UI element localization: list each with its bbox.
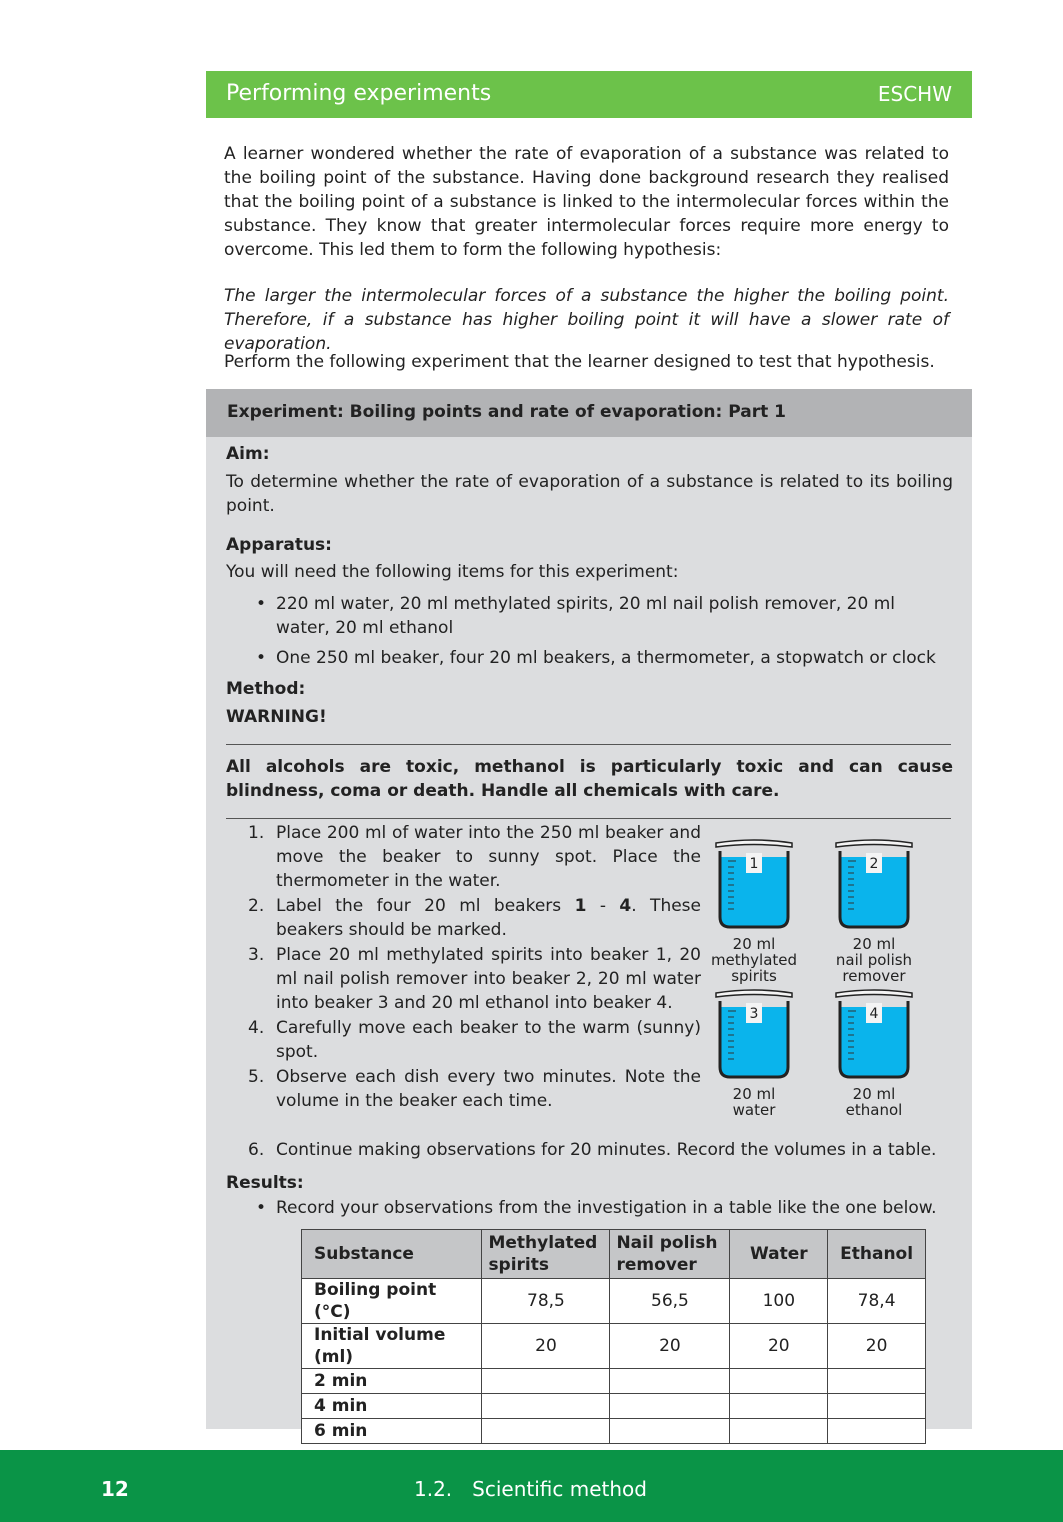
table-cell (482, 1419, 610, 1444)
table-cell: 4 min (302, 1394, 482, 1419)
beaker-icon (704, 837, 804, 932)
list-item: 2. Label the four 20 ml beakers 1 - 4. These beakers should be marked. (248, 896, 701, 940)
table-cell: 78,5 (482, 1279, 610, 1324)
svg-text:4: 4 (869, 1006, 879, 1022)
section-title: Performing experiments (226, 81, 492, 106)
column-header: Methylated spirits (482, 1230, 610, 1279)
results-heading: Results: (226, 1173, 304, 1193)
table-cell: 2 min (302, 1369, 482, 1394)
beaker-1 (704, 837, 804, 984)
bullet-icon: • (256, 594, 267, 614)
bullet-icon: • (256, 648, 267, 668)
beaker-2 (824, 837, 924, 984)
table-header-row (302, 1230, 926, 1279)
beaker-caption: 20 ml methylated spirits (710, 935, 798, 985)
table-cell (610, 1394, 730, 1419)
beaker-3 (704, 987, 804, 1118)
column-header: Ethanol (828, 1230, 926, 1279)
list-item: • 220 ml water, 20 ml methylated spirits, 20 ml nail polish remover, 20 ml water, 20 ml ethanol (256, 594, 896, 638)
svg-text:2: 2 (869, 856, 879, 872)
section-header (206, 71, 972, 118)
table-cell: 20 (730, 1324, 828, 1369)
chapter-title: 1.2. Scientific method (414, 1477, 647, 1501)
apparatus-heading: Apparatus: (226, 535, 332, 555)
table-row (302, 1394, 926, 1419)
section-code: ESCHW (877, 82, 952, 106)
aim-text: To determine whether the rate of evaporation of a substance is related to its boiling point. (226, 472, 953, 516)
table-cell: 6 min (302, 1419, 482, 1444)
intro-paragraph: A learner wondered whether the rate of evaporation of a substance was related to the boiling point of the substance. Having done background research they realised that the boiling point of a substance is linked to the intermolecular forces within the substance. They know that greater intermolecular forces require more energy to overcome. This led them to form the following hypothesis: (224, 144, 949, 260)
warning-bottom-rule (226, 818, 951, 819)
warning-heading: WARNING! (226, 707, 327, 727)
hypothesis: The larger the intermolecular forces of a substance the higher the boiling point. Therefore, if a substance has higher boiling point it will have a slower rate of evaporation. (224, 286, 949, 354)
page-footer (0, 1450, 1063, 1522)
perform-instruction: Perform the following experiment that the learner designed to test that hypothesis. (224, 352, 935, 372)
column-header: Nail polish remover (610, 1230, 730, 1279)
list-item: 5. Observe each dish every two minutes. Note the volume in the beaker each time. (248, 1067, 701, 1111)
svg-text:3: 3 (749, 1006, 759, 1022)
method-heading: Method: (226, 679, 306, 699)
table-cell: 20 (610, 1324, 730, 1369)
results-intro: • Record your observations from the investigation in a table like the one below. (256, 1198, 937, 1218)
page-number: 12 (101, 1477, 129, 1501)
list-item: 1. Place 200 ml of water into the 250 ml beaker and move the beaker to sunny spot. Place the thermometer in the water. (248, 823, 701, 891)
table-cell (482, 1369, 610, 1394)
table-cell (610, 1369, 730, 1394)
beaker-icon (824, 987, 924, 1082)
table-cell (828, 1394, 926, 1419)
table-cell (610, 1419, 730, 1444)
column-header: Substance (302, 1230, 482, 1279)
method-steps (226, 821, 701, 1114)
table-cell: Boiling point (°C) (302, 1279, 482, 1324)
beaker-4 (824, 987, 924, 1118)
table-cell: 20 (828, 1324, 926, 1369)
apparatus-list (226, 592, 951, 676)
svg-text:1: 1 (749, 856, 759, 872)
table-row (302, 1369, 926, 1394)
warning-text: All alcohols are toxic, methanol is particularly toxic and can cause blindness, coma or death. Handle all chemicals with care. (226, 757, 953, 801)
table-cell (730, 1419, 828, 1444)
table-cell (730, 1369, 828, 1394)
beaker-caption: 20 ml nail polish remover (835, 935, 913, 985)
apparatus-intro: You will need the following items for this experiment: (226, 562, 679, 582)
table-cell: 20 (482, 1324, 610, 1369)
results-table (301, 1229, 926, 1444)
experiment-title: Experiment: Boiling points and rate of evaporation: Part 1 (227, 402, 786, 422)
list-item: 4. Carefully move each beaker to the warm (sunny) spot. (248, 1018, 701, 1062)
table-cell (482, 1394, 610, 1419)
list-item: 3. Place 20 ml methylated spirits into beaker 1, 20 ml nail polish remover into beaker 2, 20 ml water into beaker 3 and 20 ml ethanol into beaker 4. (248, 945, 701, 1013)
beaker-icon (704, 987, 804, 1082)
table-cell (730, 1394, 828, 1419)
beaker-caption: 20 ml ethanol (845, 1085, 903, 1119)
warning-top-rule (226, 744, 951, 745)
list-item: • One 250 ml beaker, four 20 ml beakers, a thermometer, a stopwatch or clock (256, 648, 936, 668)
aim-heading: Aim: (226, 444, 270, 464)
table-row (302, 1279, 926, 1324)
table-row (302, 1419, 926, 1444)
table-row (302, 1324, 926, 1369)
column-header: Water (730, 1230, 828, 1279)
beaker-icon (824, 837, 924, 932)
bullet-icon: • (256, 1198, 267, 1218)
table-cell: 56,5 (610, 1279, 730, 1324)
table-cell: 78,4 (828, 1279, 926, 1324)
table-cell: Initial volume (ml) (302, 1324, 482, 1369)
table-cell (828, 1369, 926, 1394)
experiment-header (206, 389, 972, 437)
beaker-caption: 20 ml water (732, 1085, 776, 1119)
table-cell (828, 1419, 926, 1444)
experiment-box: Experiment: Boiling points and rate of evaporation: Part 1 Aim: To determine whether the rate of evaporation of a substance is related to its boiling point. Apparatus: You will need the following items for this experiment: • 220 ml water, 20 ml methylated spirits, 20 ml nail polish remover, 20 ml water, 20 ml ethanol • One 250 ml beaker, four 20 ml beakers, a thermometer, a stopwatch or clock Method: WARNING! All alcohols are toxic, methanol is particularly toxic and can cause blindness, coma or death. Handle all chemicals with care. 1. Place 200 ml of water into the 250 ml beaker and move the beaker to sunny spot. Place the thermometer in the water. 2. Label the four 20 ml beakers 1 - 4. These beakers should be marked. 3. Place 20 ml methylated spirits into beaker 1, 20 ml nail polish remover into beaker 2, 20 ml water into beaker 3 and 20 ml ethanol into beaker 4. 4. Carefully move each beaker to the warm (sunny) spot. 5. Observe each dish every two minutes. Note the volume in the beaker each time. 6. Continue making observations for 20 minutes. Record the volumes in a table. 1 20 ml methylated spirits 2 20 ml nail polish remover 3 20 ml water 4 20 ml ethanol Results: • Record your observations from the investigation in a table like the one below. Substance Methylated spirits Nail polish remover Water Ethanol Boiling point (°C) 78,5 56,5 100 78,4 Initial volume (ml) 20 20 20 20 2 min 4 min 6 min (206, 389, 972, 1429)
table-cell: 100 (730, 1279, 828, 1324)
